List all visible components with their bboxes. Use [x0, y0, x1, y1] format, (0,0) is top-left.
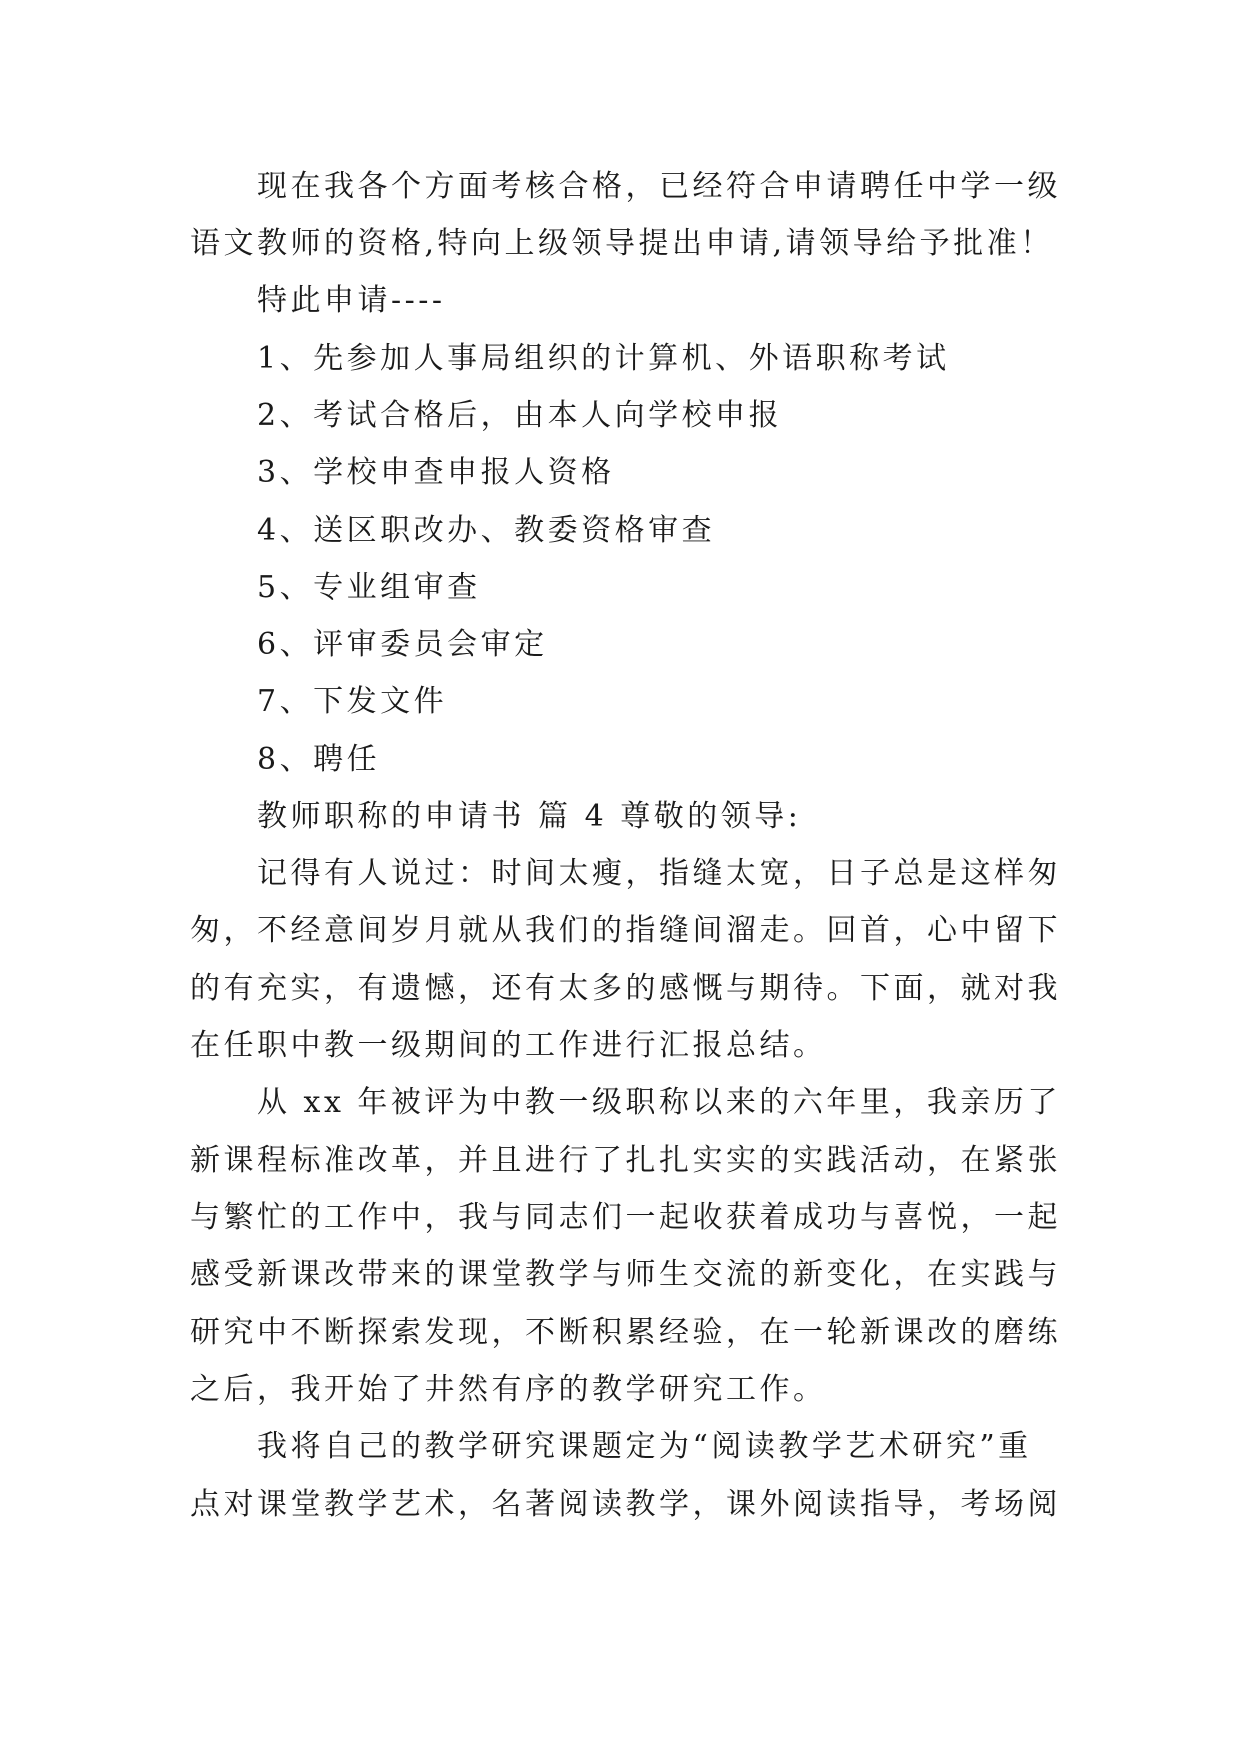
list-item: 6、评审委员会审定 [257, 627, 548, 662]
paragraph-line: 的有充实，有遗憾，还有太多的感慨与期待。下面，就对我 [190, 971, 1061, 1006]
list-item: 5、专业组审查 [257, 570, 481, 605]
list-item: 2、考试合格后，由本人向学校申报 [257, 398, 783, 433]
paragraph-line: 感受新课改带来的课堂教学与师生交流的新变化，在实践与 [190, 1257, 1061, 1292]
paragraph-line: 现在我各个方面考核合格，已经符合申请聘任中学一级 [257, 169, 1061, 204]
paragraph-line: 在任职中教一级期间的工作进行汇报总结。 [190, 1028, 827, 1063]
section-heading: 教师职称的申请书 篇 4 尊敬的领导: [257, 799, 802, 834]
paragraph-line: 研究中不断探索发现，不断积累经验，在一轮新课改的磨练 [190, 1315, 1061, 1350]
paragraph-line: 从 xx 年被评为中教一级职称以来的六年里，我亲历了 [257, 1085, 1061, 1120]
list-item: 8、聘任 [257, 742, 381, 777]
list-item: 7、下发文件 [257, 684, 448, 719]
paragraph-line: 我将自己的教学研究课题定为“阅读教学艺术研究”重 [257, 1429, 1032, 1464]
paragraph-line: 新课程标准改革，并且进行了扎扎实实的实践活动，在紧张 [190, 1143, 1061, 1178]
paragraph-line: 匆，不经意间岁月就从我们的指缝间溜走。回首，心中留下 [190, 913, 1061, 948]
paragraph-line: 点对课堂教学艺术，名著阅读教学，课外阅读指导，考场阅 [190, 1487, 1061, 1522]
paragraph-line: 之后，我开始了井然有序的教学研究工作。 [190, 1372, 827, 1407]
paragraph-line: 语文教师的资格,特向上级领导提出申请,请领导给予批准！ [190, 226, 1054, 261]
paragraph-line: 与繁忙的工作中，我与同志们一起收获着成功与喜悦，一起 [190, 1200, 1061, 1235]
paragraph-line: 记得有人说过：时间太瘦，指缝太宽，日子总是这样匆 [257, 856, 1061, 891]
list-item: 4、送区职改办、教委资格审查 [257, 513, 716, 548]
list-item: 3、学校申查申报人资格 [257, 455, 615, 490]
list-item: 1、先参加人事局组织的计算机、外语职称考试 [257, 341, 950, 376]
closing-line: 特此申请---- [257, 283, 446, 318]
